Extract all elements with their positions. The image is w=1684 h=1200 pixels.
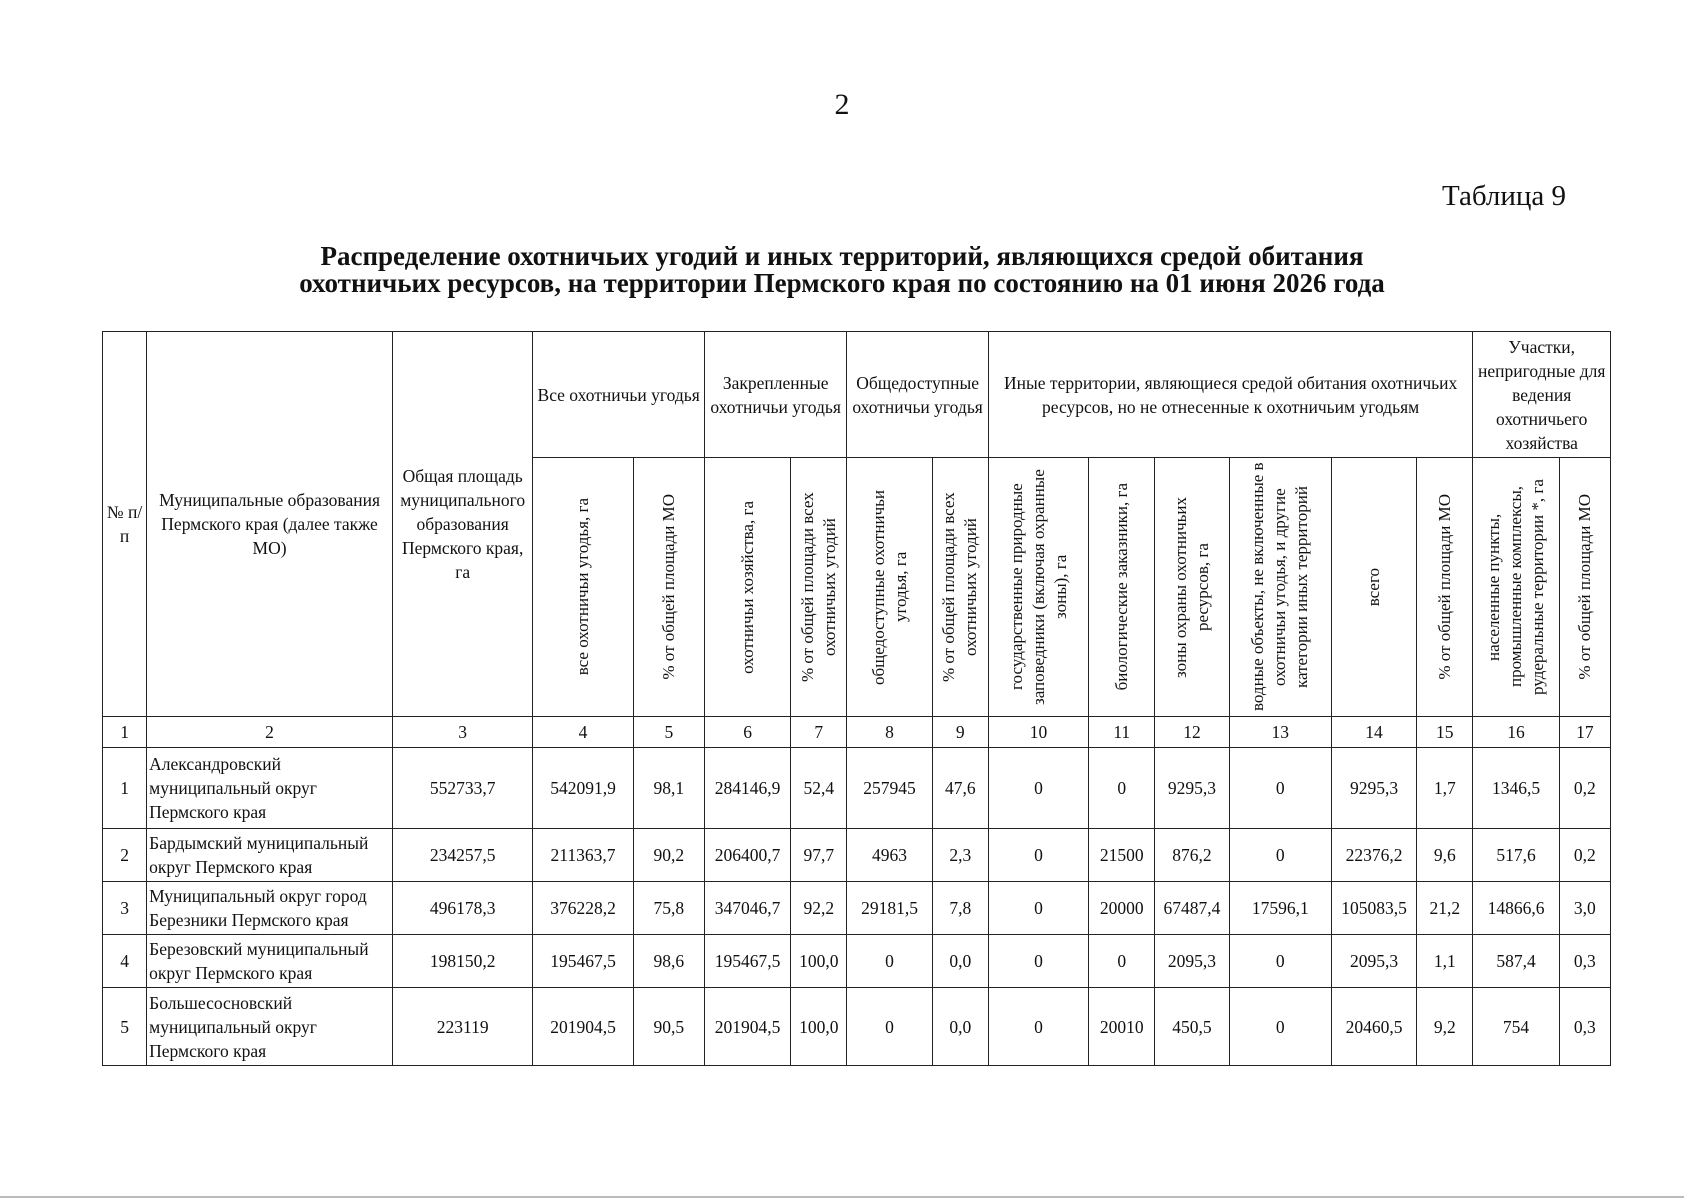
cell-sanctuaries-ha: 0: [1089, 935, 1155, 988]
header-col-15: % от общей площади МО: [1434, 494, 1454, 680]
document-title: [0, 243, 1684, 297]
cell-public-grounds-pct: 2,3: [932, 829, 988, 882]
cell-hunting-farms-pct: 97,7: [791, 829, 847, 882]
header-col-6: охотничьи хозяйства, га: [737, 500, 757, 674]
cell-settlements-ha: 1346,5: [1473, 748, 1559, 829]
cell-protection-zones-ha: 450,5: [1155, 988, 1229, 1066]
header-col-5: % от общей площади МО: [658, 494, 678, 680]
cell-all-grounds-pct: 98,1: [633, 748, 704, 829]
table-row: [103, 882, 1611, 935]
cell-settlements-ha: 754: [1473, 988, 1559, 1066]
header-group-all-grounds: Все охотничьи угодья: [533, 332, 705, 458]
cell-public-grounds-ha: 0: [847, 988, 932, 1066]
table-row: [103, 829, 1611, 882]
cell-all-grounds-ha: 542091,9: [533, 748, 633, 829]
column-number: 12: [1155, 717, 1229, 748]
cell-public-grounds-pct: 0,0: [932, 935, 988, 988]
header-col-16: населенные пункты, промышленные комплексы, рудеральные территории *, га: [1484, 479, 1548, 695]
cell-water-other: 17596,1: [1229, 882, 1331, 935]
cell-all-grounds-pct: 90,5: [633, 988, 704, 1066]
cell-all-grounds-pct: 75,8: [633, 882, 704, 935]
table-label: Таблица 9: [1441, 180, 1566, 212]
cell-hunting-farms-pct: 92,2: [791, 882, 847, 935]
cell-total-area: 234257,5: [392, 829, 532, 882]
column-number: 5: [633, 717, 704, 748]
column-number: 2: [147, 717, 393, 748]
cell-protection-zones-ha: 67487,4: [1155, 882, 1229, 935]
municipality-name: Большесосновский муниципальный округ Пермского края: [147, 988, 393, 1066]
cell-hunting-farms-ha: 195467,5: [704, 935, 790, 988]
cell-other-total: 20460,5: [1331, 988, 1416, 1066]
column-number: 9: [932, 717, 988, 748]
header-col-10: государственные природные заповедники (включая охранные зоны), га: [1006, 469, 1070, 705]
column-number: 4: [533, 717, 633, 748]
cell-sanctuaries-ha: 20000: [1089, 882, 1155, 935]
cell-settlements-pct: 0,3: [1559, 935, 1610, 988]
cell-sanctuaries-ha: 0: [1089, 748, 1155, 829]
cell-public-grounds-ha: 257945: [847, 748, 932, 829]
cell-sanctuaries-ha: 20010: [1089, 988, 1155, 1066]
header-group-row: [103, 332, 1611, 458]
cell-total-area: 198150,2: [392, 935, 532, 988]
row-number: 4: [103, 935, 147, 988]
cell-other-total: 2095,3: [1331, 935, 1416, 988]
cell-hunting-farms-ha: 201904,5: [704, 988, 790, 1066]
column-number-row: [103, 717, 1611, 748]
page-number: 2: [834, 88, 850, 121]
cell-public-grounds-ha: 29181,5: [847, 882, 932, 935]
cell-settlements-pct: 0,2: [1559, 829, 1610, 882]
column-number: 1: [103, 717, 147, 748]
row-number: 1: [103, 748, 147, 829]
cell-hunting-farms-ha: 206400,7: [704, 829, 790, 882]
column-number: 13: [1229, 717, 1331, 748]
municipality-name: Бардымский муниципальный округ Пермского края: [147, 829, 393, 882]
cell-hunting-farms-pct: 52,4: [791, 748, 847, 829]
header-col-9: % от общей площади всех охотничьих угодий: [939, 492, 981, 682]
header-group-fixed-grounds: Закрепленные охотничьи угодья: [704, 332, 846, 458]
cell-all-grounds-pct: 90,2: [633, 829, 704, 882]
cell-all-grounds-ha: 201904,5: [533, 988, 633, 1066]
cell-other-pct: 1,7: [1417, 748, 1473, 829]
column-number: 17: [1559, 717, 1610, 748]
header-total-area: Общая площадь муниципального образования Пермского края, га: [392, 332, 532, 717]
cell-other-pct: 9,2: [1417, 988, 1473, 1066]
cell-public-grounds-ha: 4963: [847, 829, 932, 882]
cell-reserves-ha: 0: [988, 748, 1088, 829]
cell-all-grounds-ha: 376228,2: [533, 882, 633, 935]
cell-reserves-ha: 0: [988, 935, 1088, 988]
cell-reserves-ha: 0: [988, 988, 1088, 1066]
cell-total-area: 223119: [392, 988, 532, 1066]
cell-reserves-ha: 0: [988, 882, 1088, 935]
data-table: [102, 331, 1611, 1066]
cell-protection-zones-ha: 876,2: [1155, 829, 1229, 882]
cell-water-other: 0: [1229, 935, 1331, 988]
cell-public-grounds-ha: 0: [847, 935, 932, 988]
cell-total-area: 552733,7: [392, 748, 532, 829]
header-col-14: всего: [1364, 567, 1384, 607]
header-col-7: % от общей площади всех охотничьих угодий: [797, 492, 839, 682]
cell-protection-zones-ha: 9295,3: [1155, 748, 1229, 829]
column-number: 14: [1331, 717, 1416, 748]
cell-hunting-farms-pct: 100,0: [791, 988, 847, 1066]
cell-reserves-ha: 0: [988, 829, 1088, 882]
cell-water-other: 0: [1229, 988, 1331, 1066]
table-row: [103, 748, 1611, 829]
column-number: 3: [392, 717, 532, 748]
cell-protection-zones-ha: 2095,3: [1155, 935, 1229, 988]
header-group-other-territories: Иные территории, являющиеся средой обитания охотничьих ресурсов, но не отнесенные к охотничьим угодьям: [988, 332, 1473, 458]
column-number: 10: [988, 717, 1088, 748]
header-group-unfit-plots: Участки, непригодные для ведения охотничьего хозяйства: [1473, 332, 1611, 458]
page-bottom-edge: [0, 1196, 1684, 1198]
cell-other-total: 9295,3: [1331, 748, 1416, 829]
table-row: [103, 935, 1611, 988]
header-col-13: водные объекты, не включенные в охотничьи угодья, и другие категории иных территорий: [1248, 462, 1312, 712]
municipality-name: Муниципальный округ город Березники Пермского края: [147, 882, 393, 935]
cell-all-grounds-ha: 195467,5: [533, 935, 633, 988]
header-num: № п/п: [103, 332, 147, 717]
row-number: 2: [103, 829, 147, 882]
header-col-4: все охотничьи угодья, га: [573, 498, 593, 676]
cell-settlements-pct: 0,2: [1559, 748, 1610, 829]
cell-settlements-pct: 0,3: [1559, 988, 1610, 1066]
cell-settlements-ha: 517,6: [1473, 829, 1559, 882]
cell-other-pct: 9,6: [1417, 829, 1473, 882]
title-line-1: Распределение охотничьих угодий и иных территорий, являющихся средой обитания: [320, 241, 1364, 271]
cell-total-area: 496178,3: [392, 882, 532, 935]
cell-water-other: 0: [1229, 829, 1331, 882]
header-col-17: % от общей площади МО: [1574, 494, 1594, 680]
title-line-2: охотничьих ресурсов, на территории Пермского края по состоянию на 01 июня 2026 года: [299, 268, 1385, 298]
cell-settlements-ha: 587,4: [1473, 935, 1559, 988]
cell-other-pct: 1,1: [1417, 935, 1473, 988]
cell-water-other: 0: [1229, 748, 1331, 829]
header-col-8: общедоступные охотничьи угодья, га: [868, 489, 910, 685]
cell-hunting-farms-ha: 347046,7: [704, 882, 790, 935]
table-row: [103, 988, 1611, 1066]
municipality-name: Александровский муниципальный округ Пермского края: [147, 748, 393, 829]
cell-all-grounds-pct: 98,6: [633, 935, 704, 988]
cell-public-grounds-pct: 47,6: [932, 748, 988, 829]
cell-sanctuaries-ha: 21500: [1089, 829, 1155, 882]
header-col-12: зоны охраны охотничьих ресурсов, га: [1170, 496, 1212, 678]
column-number: 7: [791, 717, 847, 748]
row-number: 5: [103, 988, 147, 1066]
cell-settlements-pct: 3,0: [1559, 882, 1610, 935]
cell-public-grounds-pct: 0,0: [932, 988, 988, 1066]
header-col-11: биологические заказники, га: [1111, 483, 1131, 691]
cell-hunting-farms-ha: 284146,9: [704, 748, 790, 829]
header-group-public-grounds: Общедоступные охотничьи угодья: [847, 332, 988, 458]
cell-other-total: 105083,5: [1331, 882, 1416, 935]
column-number: 6: [704, 717, 790, 748]
municipality-name: Березовский муниципальный округ Пермского края: [147, 935, 393, 988]
column-number: 15: [1417, 717, 1473, 748]
cell-other-pct: 21,2: [1417, 882, 1473, 935]
cell-settlements-ha: 14866,6: [1473, 882, 1559, 935]
cell-other-total: 22376,2: [1331, 829, 1416, 882]
column-number: 16: [1473, 717, 1559, 748]
row-number: 3: [103, 882, 147, 935]
cell-hunting-farms-pct: 100,0: [791, 935, 847, 988]
column-number: 8: [847, 717, 932, 748]
cell-public-grounds-pct: 7,8: [932, 882, 988, 935]
cell-all-grounds-ha: 211363,7: [533, 829, 633, 882]
column-number: 11: [1089, 717, 1155, 748]
header-municipality: Муниципальные образования Пермского края (далее также МО): [147, 332, 393, 717]
